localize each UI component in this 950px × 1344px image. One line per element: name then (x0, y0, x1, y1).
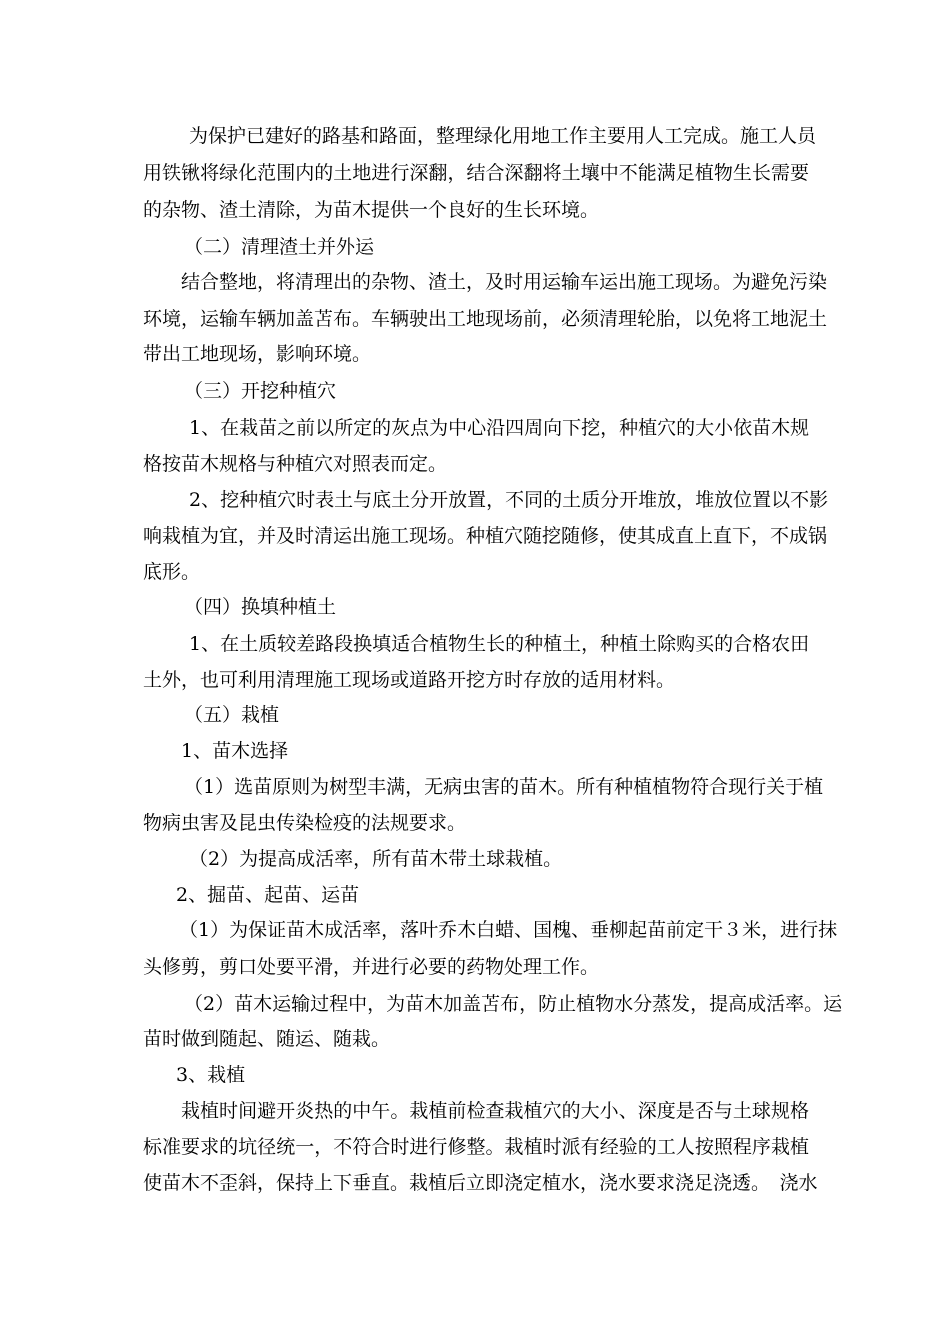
paragraph-line: （2）为提高成活率，所有苗木带土球栽植。 (189, 848, 563, 870)
paragraph-line: 头修剪，剪口处要平滑，并进行必要的药物处理工作。 (143, 956, 600, 978)
paragraph-line: 结合整地，将清理出的杂物、渣土，及时用运输车运出施工现场。为避免污染 (181, 271, 828, 293)
paragraph-line: （2）苗木运输过程中，为苗木加盖苫布，防止植物水分蒸发，提高成活率。运 (184, 993, 843, 1015)
paragraph-line: （1）选苗原则为树型丰满，无病虫害的苗木。所有种植植物符合现行关于植 (184, 776, 824, 798)
paragraph-line: 格按苗木规格与种植穴对照表而定。 (143, 453, 448, 475)
paragraph-line: 1、在栽苗之前以所定的灰点为中心沿四周向下挖，种植穴的大小依苗木规 (189, 417, 810, 439)
paragraph-line: 的杂物、渣土清除，为苗木提供一个良好的生长环境。 (143, 199, 600, 221)
section-heading: （四）换填种植土 (184, 596, 337, 618)
sub-heading: 2、掘苗、起苗、运苗 (176, 884, 360, 906)
paragraph-line: 土外，也可利用清理施工现场或道路开挖方时存放的适用材料。 (143, 669, 676, 691)
paragraph-line: 环境，运输车辆加盖苫布。车辆驶出工地现场前，必须清理轮胎，以免将工地泥土 (143, 308, 828, 330)
paragraph-line: 带出工地现场，影响环境。 (143, 343, 372, 365)
section-heading: （二）清理渣土并外运 (184, 236, 375, 258)
paragraph-line: 物病虫害及昆虫传染检疫的法规要求。 (143, 812, 467, 834)
paragraph-line: （1）为保证苗木成活率，落叶乔木白蜡、国槐、垂柳起苗前定干３米，进行抹 (179, 919, 838, 941)
sub-heading: 3、栽植 (176, 1064, 246, 1086)
paragraph-line: 标准要求的坑径统一，不符合时进行修整。栽植时派有经验的工人按照程序栽植 (143, 1136, 809, 1158)
paragraph-line: 栽植时间避开炎热的中午。栽植前检查栽植穴的大小、深度是否与土球规格 (181, 1100, 809, 1122)
paragraph-line: 响栽植为宜，并及时清运出施工现场。种植穴随挖随修，使其成直上直下，不成锅 (143, 525, 828, 547)
paragraph-line: 苗时做到随起、随运、随栽。 (143, 1028, 391, 1050)
section-heading: （三）开挖种植穴 (184, 380, 337, 402)
sub-heading: 1、苗木选择 (181, 740, 289, 762)
paragraph-line: 底形。 (143, 561, 201, 583)
paragraph-line: 使苗木不歪斜，保持上下垂直。栽植后立即浇定植水，浇水要求浇足浇透。 浇水 (143, 1172, 818, 1194)
paragraph-line: 为保护已建好的路基和路面，整理绿化用地工作主要用人工完成。施工人员 (189, 125, 817, 147)
paragraph-line: 用铁锹将绿化范围内的土地进行深翻，结合深翻将土壤中不能满足植物生长需要 (143, 162, 809, 184)
section-heading: （五）栽植 (184, 704, 280, 726)
paragraph-line: 1、在土质较差路段换填适合植物生长的种植土，种植土除购买的合格农田 (189, 633, 810, 655)
paragraph-line: 2、挖种植穴时表土与底土分开放置，不同的土质分开堆放，堆放位置以不影 (189, 489, 829, 511)
